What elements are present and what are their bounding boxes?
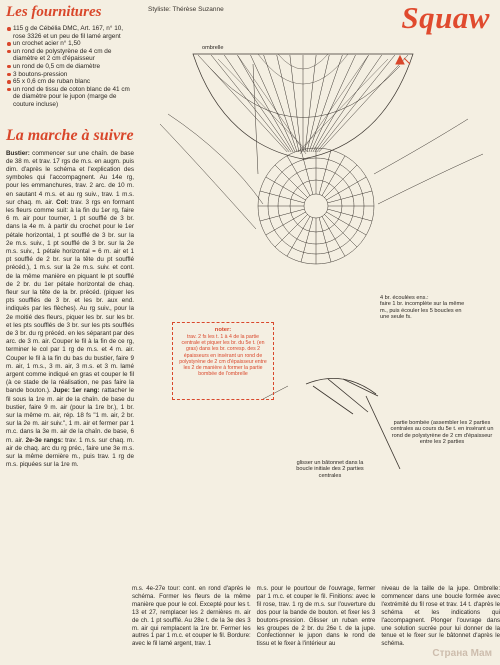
umbrella-chart <box>193 54 413 159</box>
bustier-label: Bustier: <box>6 149 30 157</box>
rows-text: trav. 1 m.s. sur chaq. m. air de chaq. arc du rg préc., faire une 3e m.s. sur la même dernière m., puis trav. 1 rg de m.s. piquées sur la 1re m. <box>6 436 134 469</box>
glisser-label: glisser un bâtonnet dans la boucle initiale des 2 parties centrales <box>296 460 364 479</box>
list-item: 65 x 0,6 cm de ruban blanc <box>6 78 134 86</box>
bottom-column-2: m.s. pour le pourtour de l'ouvrage, fermer par 1 m.c. et couper le fil. Finitions: avec le fil rose, trav. 1 rg de m.s. sur l'ouverture du dos pour la bande de bouton. et fixer les 3 boutons-pression. Glisser un ruban entre les groupes de 2 br. du 26e t. de la jupe. Confectionner le jupon dans le rond de tissu et le fixer à l'intérieur au <box>256 585 376 648</box>
list-item: un rond de polystyrène de 4 cm de diamètre et 2 cm d'épaisseur <box>6 48 134 63</box>
watermark: Страна Мам <box>432 648 492 659</box>
bottom-column-1: m.s. 4e-27e tour: cont. en rond d'après le schéma. Former les fleurs de la même manière que pour le col. Excepté pour les t. 13 et 27, remplacer les 2 dernières m. air de ch. 1 pt soufflé. Au 28e t. de la 3e des 3 m. air qui remplacent la 1re br. Fermer les autres 1 par 1 m.c. et couper le fil. Bordure: avec le fil lamé argent, trav. 1 <box>132 585 251 648</box>
bustier-text: commencer sur une chaîn. de base de 38 m. et trav. 17 rgs de m.s. en augm. puis dim. d'après le schéma et l'explication des symboles qui l'accompagnent. Au 14e rg, pour les emmanchures, trav. 2 arc. de 10 m. en sautant 4 m.s. et au rg suiv., trav. 1 m.s. sur chaq. m. air. <box>6 149 134 206</box>
note-box <box>172 322 274 400</box>
skirt-chart <box>258 148 374 264</box>
bottom-text-columns <box>132 585 500 648</box>
ombrelle-label: ombrelle <box>202 45 224 51</box>
arrow-markers <box>396 56 410 64</box>
method-text <box>6 150 134 470</box>
ecoulees-label <box>380 295 468 321</box>
col-text: trav. 3 rgs en formant les fleurs comme suit: à la fin du 1er rg, faire 6 m. air pour tourner, 1 pt soufflé de 3 br. dans la 4e m. à partir du crochet pour le 1er pétale horizontal, 1 pt soufflé de 3 br. sur la 2e m.s. suiv., 1 pt soufflé de 3 br. sur la 2e m.s. suiv., 1 pétale horizontal = 6 m. air et 1 pt soufflé de 2 br. sur la tête du pt soufflé précéd.), 1 m.s. sur la 2e m.s. suiv. et cont. de la même manière en piquant le pt soufflé de 2 br. du 1er pétale horizontal de chaq. fleur sur la tête de la br. précéd. (piquer les pts soufflés de 3 br. et les br. aux end. indiqués par les flèches). Au rg suiv., pour la 2e moitié des fleurs, piquer les br. sur les br. et les pts soufflés de 3 br. sur les pts soufflés de 3 br. du rg précéd. en les séparant par des arc. de 3 m. air. Couper le fil à la fin de ce rg, terminer le col par 1 rg de m.s. et 4 m. air. Couper le fil à la fin du bas du bustier, faire 9 m. air, 1 m.s., 3 m. air, 3 m.s. et 3 m. lamé argent comme indiqué en gras et couper le fil (à ce stade de la réalisation, ne pas faire la bande bouton.). <box>6 198 135 395</box>
supplies-title: Les fournitures <box>6 4 102 20</box>
rows-label: 2e-3e rangs: <box>25 436 64 444</box>
list-item: 3 boutons-pression <box>6 71 134 79</box>
bombee-label: partie bombée (assembler les 2 parties centrales au cours du 5e t. en insérant un rond de polystyrène de 2 cm d'épaisseur entre les 2 parties <box>390 420 494 446</box>
bottom-column-3: niveau de la taille de la jupe. Ombrelle: commencer dans une boucle formée avec l'extrémité du fil rose et trav. 14 t. d'après le schéma et les indications qui l'accompagnent. Plonger l'ouvrage dans une solution sucrée pour lui donner de la tenue et le fixer sur le bâtonnet d'après le schéma. <box>381 585 500 648</box>
note-text: trav. 2 fs les t. 1 à 4 de la partie centrale et piquer les br. du 5e t. (en gras) dans les br. corresp. des 2 épaisseurs en insérant un rond de polystyrène de 2 cm d'épaisseur entre les 2 de manière à former la partie bombée de l'ombrelle <box>179 334 267 378</box>
crochet-diagram <box>138 24 500 469</box>
left-column <box>6 4 134 469</box>
note-title: noter: <box>214 327 232 333</box>
ecoulees-title: 4 br. écoulées ens.: <box>380 295 429 301</box>
ecoulees-text: faire 1 br. incomplète sur la même m., puis écouler les 5 boucles en une seule fs. <box>380 301 465 321</box>
umbrella-stick <box>263 378 400 469</box>
list-item: 115 g de Cébélia DMC, Art. 167, n° 10, rose 3326 et un peu de fil lamé argent <box>6 25 134 40</box>
list-item: un rond de tissu de coton blanc de 41 cm de diamètre pour le jupon (marge de couture incluse) <box>6 86 134 109</box>
stylist-credit: Styliste: Thérèse Suzanne <box>148 6 224 13</box>
jupe-label: Jupe: 1er rang: <box>53 387 100 395</box>
supplies-list <box>6 25 134 109</box>
page-title: Squaw <box>401 0 490 35</box>
method-title: La marche à suivre <box>6 126 134 144</box>
jupe-text: rattacher le fil sous la 1re m. air de la chaîn. de base du bustier, faire 9 m. air (pour la 1re br.), 1 br. sur la même m. air, rép. 18 fs "1 m. air, 2 br. sur la 2e m. air suiv.", 1 m. air et fermer par 1 m.c. dans la 3e m. air de la chaîn. de base, 6 m. air. <box>6 387 134 444</box>
list-item: un rond de 0,5 cm de diamètre <box>6 63 134 71</box>
col-label: Col: <box>56 198 69 206</box>
list-item: un crochet acier n° 1,50 <box>6 40 134 48</box>
